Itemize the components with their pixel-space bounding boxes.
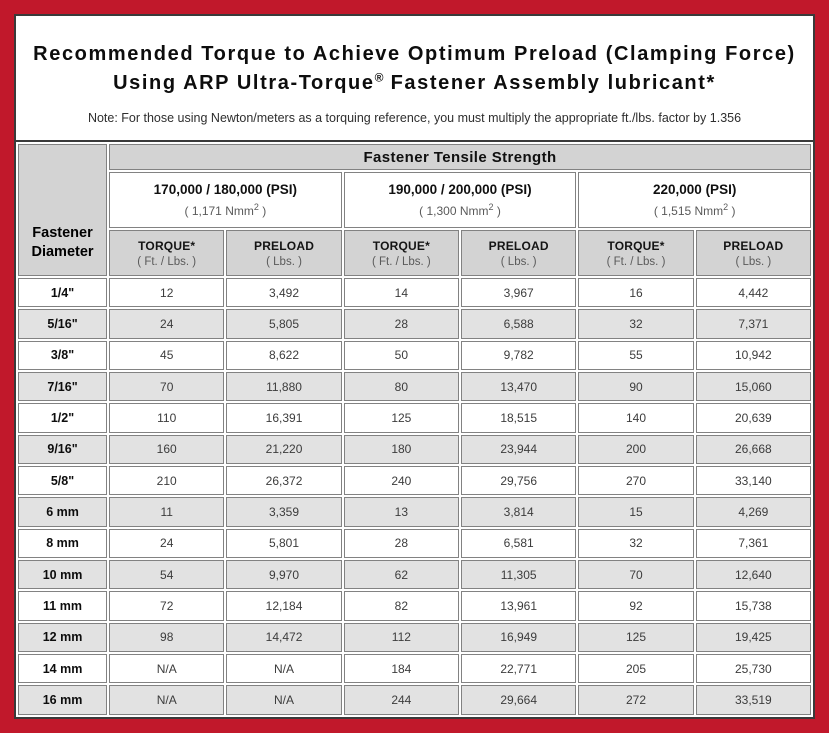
header-row-torque-preload [18, 230, 811, 276]
torque-value-cell: N/A [109, 654, 224, 683]
torque-value-cell: 11 [109, 497, 224, 526]
torque-label: TORQUE* [372, 238, 430, 253]
preload-value-cell: 16,391 [226, 403, 341, 432]
fastener-diameter-cell: 3/8" [18, 341, 107, 370]
content-panel [14, 14, 815, 719]
torque-value-cell: 270 [578, 466, 693, 495]
torque-column-header [109, 230, 224, 276]
corner-header-label: Fastener Diameter [31, 225, 94, 261]
preload-value-cell: 29,664 [461, 685, 576, 715]
preload-value-cell: 29,756 [461, 466, 576, 495]
preload-value-cell: 3,814 [461, 497, 576, 526]
page-title-line1: Recommended Torque to Achieve Optimum Preload (Clamping Force) [33, 43, 796, 65]
torque-value-cell: 24 [109, 309, 224, 338]
torque-value-cell: 28 [344, 529, 459, 558]
torque-value-cell: 12 [109, 278, 224, 307]
preload-value-cell: 16,949 [461, 623, 576, 652]
preload-column-header [461, 230, 576, 276]
preload-value-cell: 26,372 [226, 466, 341, 495]
nmm-text: ( 1,171 Nmm [184, 204, 254, 218]
preload-value-cell: 21,220 [226, 435, 341, 464]
torque-unit: ( Ft. / Lbs. ) [371, 255, 431, 268]
table-row [18, 403, 811, 432]
preload-unit: ( Lbs. ) [266, 255, 302, 268]
torque-value-cell: 50 [344, 341, 459, 370]
torque-value-cell: 54 [109, 560, 224, 589]
fastener-diameter-cell: 8 mm [18, 529, 107, 558]
preload-value-cell: 7,371 [696, 309, 811, 338]
fastener-diameter-cell: 12 mm [18, 623, 107, 652]
torque-table-body [18, 278, 811, 715]
torque-table [16, 142, 813, 717]
torque-column-header [578, 230, 693, 276]
preload-value-cell: 26,668 [696, 435, 811, 464]
torque-value-cell: 32 [578, 309, 693, 338]
preload-value-cell: 15,738 [696, 591, 811, 620]
torque-value-cell: 82 [344, 591, 459, 620]
preload-unit: ( Lbs. ) [735, 255, 772, 268]
psi-group-label: 190,000 / 200,000 (PSI) [388, 182, 532, 197]
psi-group-nmm [579, 202, 810, 218]
torque-value-cell: 24 [109, 529, 224, 558]
fastener-diameter-cell: 5/8" [18, 466, 107, 495]
torque-value-cell: 62 [344, 560, 459, 589]
torque-value-cell: 125 [344, 403, 459, 432]
torque-value-cell: 90 [578, 372, 693, 401]
page-title-line2 [26, 69, 803, 98]
torque-value-cell: 205 [578, 654, 693, 683]
preload-value-cell: 9,970 [226, 560, 341, 589]
torque-column-header [344, 230, 459, 276]
header-row-psi-groups [18, 172, 811, 228]
preload-value-cell: 18,515 [461, 403, 576, 432]
psi-group-190-200 [344, 172, 577, 228]
torque-value-cell: 72 [109, 591, 224, 620]
torque-value-cell: 16 [578, 278, 693, 307]
preload-value-cell: N/A [226, 654, 341, 683]
torque-label: TORQUE* [138, 238, 196, 253]
fastener-diameter-cell: 9/16" [18, 435, 107, 464]
preload-value-cell: 3,359 [226, 497, 341, 526]
preload-column-header [696, 230, 811, 276]
preload-value-cell: N/A [226, 685, 341, 715]
psi-group-220 [578, 172, 811, 228]
fastener-diameter-cell: 1/4" [18, 278, 107, 307]
nmm-text-close: ) [493, 204, 501, 218]
nmm-text: ( 1,515 Nmm [653, 204, 724, 218]
table-row [18, 529, 811, 558]
torque-value-cell: 80 [344, 372, 459, 401]
preload-value-cell: 9,782 [461, 341, 576, 370]
torque-value-cell: 13 [344, 497, 459, 526]
torque-value-cell: 140 [578, 403, 693, 432]
preload-value-cell: 3,492 [226, 278, 341, 307]
note-text: Note: For those using Newton/meters as a torquing reference, you must multiply the appropriate ft./lbs. factor by 1.356 [87, 111, 742, 125]
nmm-text: ( 1,300 Nmm [419, 204, 489, 218]
preload-value-cell: 6,581 [461, 529, 576, 558]
torque-value-cell: 200 [578, 435, 693, 464]
preload-value-cell: 19,425 [696, 623, 811, 652]
preload-value-cell: 13,961 [461, 591, 576, 620]
psi-group-nmm [110, 202, 341, 218]
table-row [18, 497, 811, 526]
torque-value-cell: 15 [578, 497, 693, 526]
torque-value-cell: 112 [344, 623, 459, 652]
preload-value-cell: 11,305 [461, 560, 576, 589]
table-row [18, 309, 811, 338]
table-row [18, 341, 811, 370]
torque-value-cell: N/A [109, 685, 224, 715]
torque-table-wrap [16, 140, 813, 717]
preload-value-cell: 8,622 [226, 341, 341, 370]
torque-value-cell: 125 [578, 623, 693, 652]
torque-value-cell: 14 [344, 278, 459, 307]
torque-value-cell: 160 [109, 435, 224, 464]
table-row [18, 685, 811, 715]
preload-value-cell: 12,184 [226, 591, 341, 620]
torque-value-cell: 92 [578, 591, 693, 620]
preload-label: PRELOAD [723, 238, 784, 253]
fastener-diameter-cell: 6 mm [18, 497, 107, 526]
preload-value-cell: 23,944 [461, 435, 576, 464]
table-row [18, 560, 811, 589]
torque-value-cell: 180 [344, 435, 459, 464]
table-row [18, 372, 811, 401]
fastener-diameter-cell: 16 mm [18, 685, 107, 715]
preload-label: PRELOAD [488, 238, 549, 253]
torque-value-cell: 272 [578, 685, 693, 715]
fastener-diameter-cell: 5/16" [18, 309, 107, 338]
title-block [16, 16, 813, 125]
fastener-diameter-cell: 7/16" [18, 372, 107, 401]
torque-value-cell: 244 [344, 685, 459, 715]
fastener-tensile-strength-header: Fastener Tensile Strength [109, 144, 811, 170]
preload-value-cell: 11,880 [226, 372, 341, 401]
fastener-diameter-cell: 1/2" [18, 403, 107, 432]
table-row [18, 435, 811, 464]
fastener-diameter-cell: 14 mm [18, 654, 107, 683]
torque-value-cell: 28 [344, 309, 459, 338]
title-line2-text-before: Using ARP Ultra-Torque [113, 72, 375, 94]
preload-value-cell: 6,588 [461, 309, 576, 338]
preload-unit: ( Lbs. ) [500, 255, 537, 268]
preload-value-cell: 20,639 [696, 403, 811, 432]
torque-value-cell: 32 [578, 529, 693, 558]
nmm-text-close: ) [258, 204, 267, 218]
torque-value-cell: 240 [344, 466, 459, 495]
torque-label: TORQUE* [607, 238, 665, 253]
torque-value-cell: 210 [109, 466, 224, 495]
torque-value-cell: 98 [109, 623, 224, 652]
psi-group-170-180 [109, 172, 342, 228]
registered-trademark-symbol: ® [374, 70, 384, 85]
torque-value-cell: 110 [109, 403, 224, 432]
preload-value-cell: 12,640 [696, 560, 811, 589]
torque-value-cell: 45 [109, 341, 224, 370]
preload-label: PRELOAD [253, 238, 315, 253]
fastener-diameter-cell: 10 mm [18, 560, 107, 589]
table-row [18, 654, 811, 683]
torque-table-head [18, 144, 811, 276]
preload-value-cell: 33,519 [696, 685, 811, 715]
psi-group-nmm [345, 202, 576, 218]
torque-unit: ( Ft. / Lbs. ) [606, 255, 666, 268]
table-row [18, 278, 811, 307]
table-row [18, 623, 811, 652]
nmm-superscript: 2 [488, 202, 494, 212]
nmm-superscript: 2 [253, 202, 259, 212]
table-row [18, 591, 811, 620]
nmm-superscript: 2 [723, 202, 729, 212]
torque-value-cell: 184 [344, 654, 459, 683]
preload-value-cell: 10,942 [696, 341, 811, 370]
psi-group-label: 170,000 / 180,000 (PSI) [153, 182, 298, 197]
header-row-tensile-strength [18, 144, 811, 170]
preload-value-cell: 33,140 [696, 466, 811, 495]
preload-value-cell: 7,361 [696, 529, 811, 558]
preload-value-cell: 14,472 [226, 623, 341, 652]
corner-header-fastener-diameter [18, 144, 107, 276]
preload-value-cell: 3,967 [461, 278, 576, 307]
preload-value-cell: 5,801 [226, 529, 341, 558]
title-line2-text-after: Fastener Assembly lubricant* [383, 72, 716, 94]
table-row [18, 466, 811, 495]
torque-value-cell: 70 [109, 372, 224, 401]
torque-unit: ( Ft. / Lbs. ) [137, 255, 197, 268]
preload-value-cell: 22,771 [461, 654, 576, 683]
preload-value-cell: 25,730 [696, 654, 811, 683]
fastener-diameter-cell: 11 mm [18, 591, 107, 620]
psi-group-label: 220,000 (PSI) [653, 182, 737, 197]
preload-value-cell: 4,442 [696, 278, 811, 307]
preload-value-cell: 13,470 [461, 372, 576, 401]
preload-value-cell: 15,060 [696, 372, 811, 401]
torque-value-cell: 70 [578, 560, 693, 589]
preload-value-cell: 5,805 [226, 309, 341, 338]
nmm-text-close: ) [728, 204, 736, 218]
torque-value-cell: 55 [578, 341, 693, 370]
preload-column-header [226, 230, 341, 276]
preload-value-cell: 4,269 [696, 497, 811, 526]
